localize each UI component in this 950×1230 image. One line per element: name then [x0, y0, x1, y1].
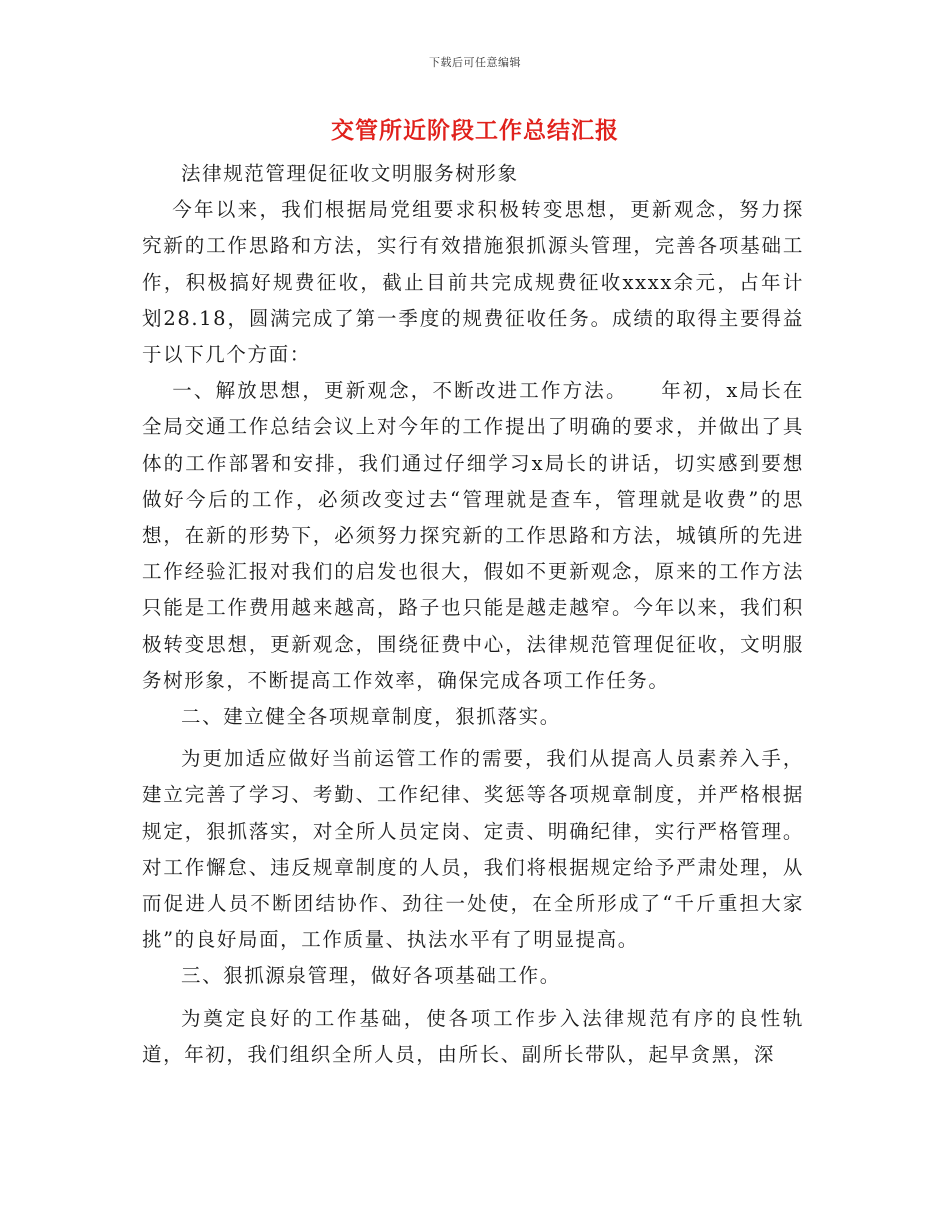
- paragraph-section-2: 为更加适应做好当前运管工作的需要，我们从提高人员素养入手，建立完善了学习、考勤、工作纪律、奖惩等各项规章制度，并严格根据规定，狠抓落实，对全所人员定岗、定责、明确纪律，实行严格管理。对工作懈怠、违反规章制度的人员，我们将根据规定给予严肃处理，从而促进人员不断团结协作、劲往一处使，在全所形成了“千斤重担大家挑”的良好局面，工作质量、执法水平有了明显提高。: [142, 747, 804, 952]
- header-note: 下载后可任意编辑: [429, 56, 521, 69]
- section-heading-2: 二、建立健全各项规章制度，狠抓落实。: [181, 705, 561, 729]
- document-subtitle: 法律规范管理促征收文明服务树形象: [181, 162, 519, 185]
- paragraph-section-1: 一、解放思想，更新观念，不断改进工作方法。 年初，x局长在全局交通工作总结会议上对今年的工作提出了明确的要求，并做出了具体的工作部署和安排，我们通过仔细学习x局长的讲话，切实感到要想做好今后的工作，必须改变过去“管理就是查车，管理就是收费”的思想，在新的形势下，必须努力探究新的工作思路和方法，城镇所的先进工作经验汇报对我们的启发也很大，假如不更新观念，原来的工作方法只能是工作费用越来越高，路子也只能是越走越窄。今年以来，我们积极转变思想，更新观念，围绕征费中心，法律规范管理促征收，文明服务树形象，不断提高工作效率，确保完成各项工作任务。: [142, 379, 804, 692]
- section-heading-3: 三、狠抓源泉管理，做好各项基础工作。: [181, 964, 561, 988]
- paragraph-intro: 今年以来，我们根据局党组要求积极转变思想，更新观念，努力探究新的工作思路和方法，实行有效措施狠抓源头管理，完善各项基础工作，积极搞好规费征收，截止目前共完成规费征收xxxx余元，占年计划28.18，圆满完成了第一季度的规费征收任务。成绩的取得主要得益于以下几个方面：: [142, 198, 804, 367]
- document-body: [142, 156, 804, 1073]
- document-title: 交管所近阶段工作总结汇报: [331, 117, 619, 144]
- paragraph-section-3: 为奠定良好的工作基础，使各项工作步入法律规范有序的良性轨道，年初，我们组织全所人员，由所长、副所长带队，起早贪黑，深: [142, 1006, 804, 1066]
